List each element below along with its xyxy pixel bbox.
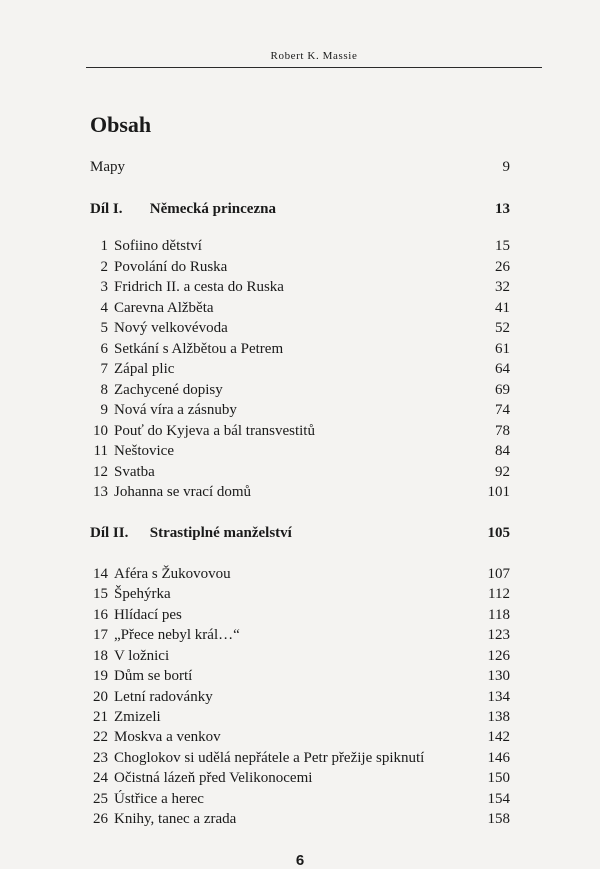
running-head: Robert K. Massie: [270, 50, 358, 62]
chapter-number: 19: [93, 668, 108, 684]
chapter-title: Neštovice: [114, 443, 174, 459]
chapter-page: 15: [495, 238, 510, 254]
entry-title: Mapy: [90, 159, 125, 175]
chapter-page: 123: [487, 627, 510, 643]
chapter-page: 138: [487, 709, 510, 725]
chapter-row: [90, 789, 510, 809]
chapter-row: [90, 257, 510, 277]
chapter-title: Moskva a venkov: [114, 729, 221, 745]
chapter-page: 32: [495, 279, 510, 295]
chapter-title: Hlídací pes: [114, 607, 182, 623]
chapter-row: [90, 482, 510, 502]
chapter-page: 134: [487, 689, 510, 705]
toc-entry-maps: [90, 157, 510, 177]
chapter-title: Sofiino dětství: [114, 238, 202, 254]
chapter-number: 1: [100, 238, 108, 254]
chapter-number: 7: [100, 361, 108, 377]
part-title: Strastiplné manželství: [149, 525, 292, 541]
chapter-page: 52: [495, 320, 510, 336]
chapter-number: 21: [93, 709, 108, 725]
chapter-page: 130: [487, 668, 510, 684]
chapter-page: 112: [488, 586, 510, 602]
chapter-title: Pouť do Kyjeva a bál transvestitů: [114, 423, 315, 439]
part-number: Díl II.: [90, 525, 129, 541]
part-number: Díl I.: [90, 201, 123, 217]
chapter-title: Letní radovánky: [114, 689, 213, 705]
chapter-number: 6: [100, 341, 108, 357]
header-rule: [86, 67, 542, 68]
part-page: 105: [487, 525, 510, 541]
part-heading-2: [90, 523, 510, 543]
chapter-page: 64: [495, 361, 510, 377]
chapter-page: 69: [495, 382, 510, 398]
chapter-number: 9: [100, 402, 108, 418]
chapter-row: [90, 584, 510, 604]
chapter-row: [90, 359, 510, 379]
chapter-row: [90, 564, 510, 584]
chapter-page: 61: [495, 341, 510, 357]
chapter-title: Aféra s Žukovovou: [114, 566, 231, 582]
chapter-number: 15: [93, 586, 108, 602]
chapter-title: Ústřice a herec: [114, 791, 204, 807]
chapter-row: [90, 646, 510, 666]
chapter-title: Fridrich II. a cesta do Ruska: [114, 279, 284, 295]
chapter-title: Dům se bortí: [114, 668, 193, 684]
chapter-row: [90, 605, 510, 625]
chapter-page: 41: [495, 300, 510, 316]
chapter-title: Zmizeli: [114, 709, 161, 725]
chapter-row: [90, 707, 510, 727]
chapter-page: 92: [495, 464, 510, 480]
chapter-number: 22: [93, 729, 108, 745]
chapter-page: 154: [487, 791, 510, 807]
chapter-row: [90, 298, 510, 318]
chapter-number: 2: [100, 259, 108, 275]
chapter-row: [90, 400, 510, 420]
chapter-page: 158: [487, 811, 510, 827]
chapter-number: 17: [93, 627, 108, 643]
chapter-title: V ložnici: [114, 648, 170, 664]
chapter-page: 101: [487, 484, 510, 500]
chapter-number: 24: [93, 770, 108, 786]
chapter-page: 142: [487, 729, 510, 745]
chapter-row: [90, 727, 510, 747]
chapter-number: 18: [93, 648, 108, 664]
chapter-row: [90, 421, 510, 441]
chapter-page: 150: [487, 770, 510, 786]
chapter-page: 84: [495, 443, 510, 459]
page-number: 6: [295, 852, 305, 869]
chapter-page: 146: [487, 750, 510, 766]
chapter-number: 8: [100, 382, 108, 398]
chapter-number: 13: [93, 484, 108, 500]
chapter-title: Svatba: [114, 464, 155, 480]
chapter-row: [90, 318, 510, 338]
chapter-number: 5: [100, 320, 108, 336]
chapter-row: [90, 748, 510, 768]
chapter-title: Choglokov si udělá nepřátele a Petr přežije spiknutí: [114, 750, 425, 766]
chapter-row: [90, 441, 510, 461]
chapter-page: 26: [495, 259, 510, 275]
chapter-number: 14: [93, 566, 108, 582]
chapter-title: Carevna Alžběta: [114, 300, 214, 316]
chapter-title: Špehýrka: [114, 586, 171, 602]
chapter-title: Zachycené dopisy: [114, 382, 223, 398]
part-heading-1: [90, 199, 510, 219]
chapter-number: 25: [93, 791, 108, 807]
chapter-title: Setkání s Alžbětou a Petrem: [114, 341, 284, 357]
chapter-row: [90, 625, 510, 645]
chapter-row: [90, 687, 510, 707]
chapter-row: [90, 768, 510, 788]
chapter-title: Johanna se vrací domů: [114, 484, 252, 500]
chapter-row: [90, 380, 510, 400]
chapter-row: [90, 462, 510, 482]
chapter-page: 74: [495, 402, 510, 418]
chapter-title: Povolání do Ruska: [114, 259, 228, 275]
chapter-title: Zápal plic: [114, 361, 175, 377]
chapter-number: 23: [93, 750, 108, 766]
chapter-title: Nová víra a zásnuby: [114, 402, 237, 418]
chapter-row: [90, 666, 510, 686]
chapter-page: 78: [495, 423, 510, 439]
chapter-page: 107: [487, 566, 510, 582]
chapter-title: Knihy, tanec a zrada: [114, 811, 237, 827]
chapter-title: „Přece nebyl král…“: [114, 627, 240, 643]
chapter-number: 26: [93, 811, 108, 827]
chapter-number: 16: [93, 607, 108, 623]
chapter-title: Nový velkovévoda: [114, 320, 228, 336]
chapter-row: [90, 339, 510, 359]
entry-page: 9: [502, 159, 510, 175]
part-page: 13: [495, 201, 510, 217]
chapter-row: [90, 809, 510, 829]
toc-title: Obsah: [90, 112, 152, 137]
chapter-number: 11: [93, 443, 108, 459]
part-title: Německá princezna: [149, 201, 276, 217]
chapter-title: Očistná lázeň před Velikonocemi: [114, 770, 313, 786]
chapter-number: 3: [100, 279, 108, 295]
chapter-row: [90, 236, 510, 256]
chapter-page: 126: [487, 648, 510, 664]
chapter-number: 10: [93, 423, 108, 439]
chapter-row: [90, 277, 510, 297]
chapter-page: 118: [488, 607, 510, 623]
chapter-number: 4: [100, 300, 108, 316]
chapter-number: 20: [93, 689, 108, 705]
chapter-number: 12: [93, 464, 108, 480]
